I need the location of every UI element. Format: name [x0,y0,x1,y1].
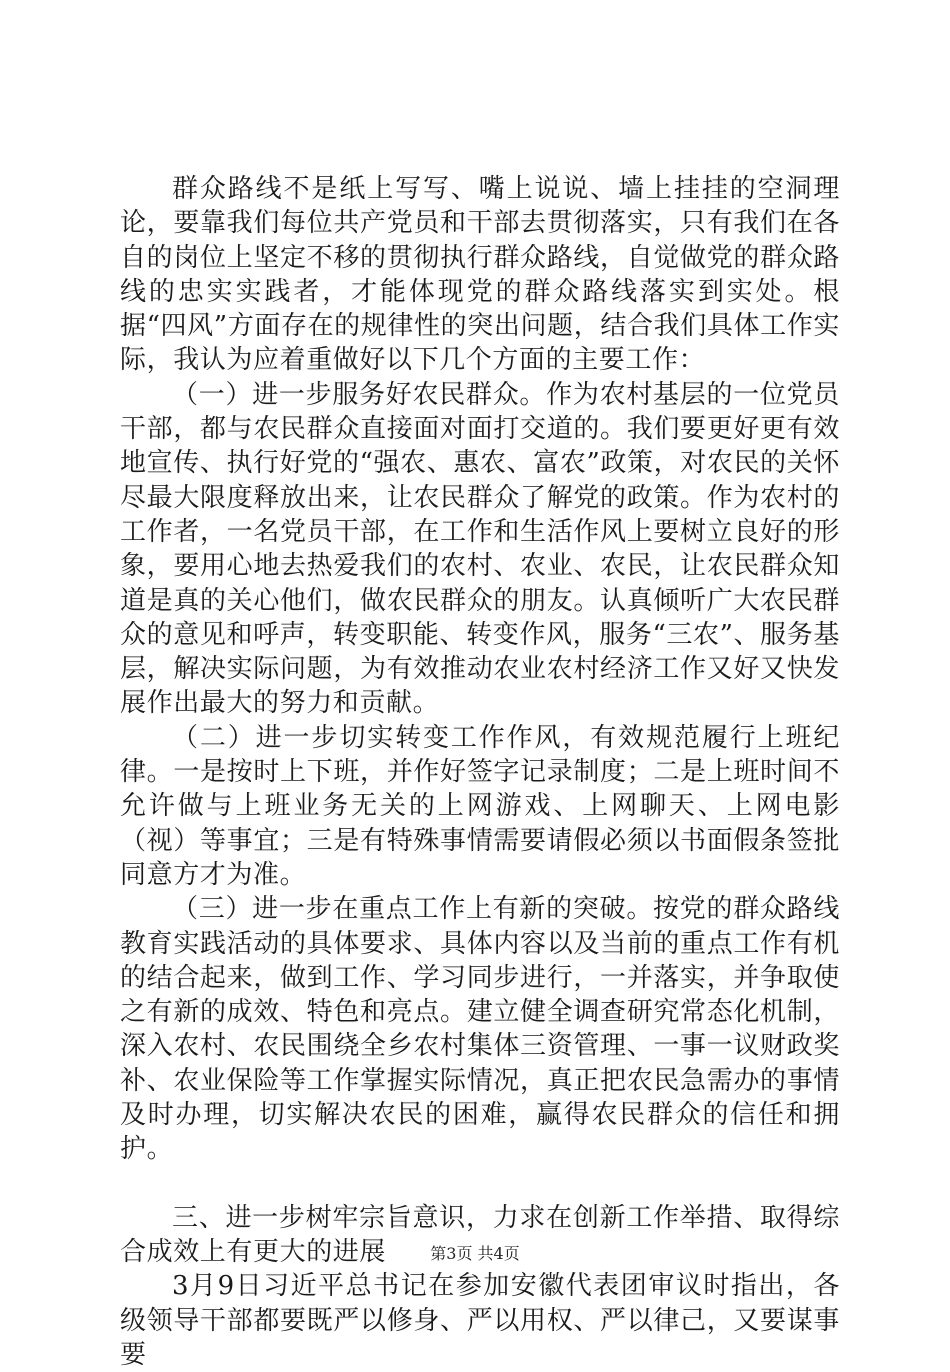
section-heading-3: 三、进一步树牢宗旨意识，力求在创新工作举措、取得综合成效上有更大的进展 [120,1202,840,1267]
paragraph-item-1: （一）进一步服务好农民群众。作为农村基层的一位党员干部，都与农民群众直接面对面打交道的。我们要更好更有效地宣传、执行好党的“强农、惠农、富农”政策，对农民的关怀尽最大限度释放出来，让农民群众了解党的政策。作为农村的工作者，一名党员干部，在工作和生活作风上要树立良好的形象，要用心地去热爱我们的农村、农业、农民，让农民群众知道是真的关心他们，做农民群众的朋友。认真倾听广大农民群众的意见和呼声，转变职能、转变作风，服务“三农”、服务基层，解决实际问题，为有效推动农业农村经济工作又好又快发展作出最大的努力和贡献。 [120,379,840,719]
page-number-footer: 第3页 共4页 [430,1244,520,1263]
paragraph-item-2: （二）进一步切实转变工作作风，有效规范履行上班纪律。一是按时上下班，并作好签字记录制度；二是上班时间不允许做与上班业务无关的上网游戏、上网聊天、上网电影（视）等事宜；三是有特殊事情需要请假必须以书面假条签批同意方才为准。 [120,722,840,890]
paragraph-section-3-start: 3月9日习近平总书记在参加安徽代表团审议时指出，各级领导干部都要既严以修身、严以用权、严以律己，又要谋事要 [120,1271,840,1370]
paragraph-item-3: （三）进一步在重点工作上有新的突破。按党的群众路线教育实践活动的具体要求、具体内容以及当前的重点工作有机的结合起来，做到工作、学习同步进行，一并落实，并争取使之有新的成效、特色和亮点。建立健全调查研究常态化机制，深入农村、农民围绕全乡农村集体三资管理、一事一议财政奖补、农业保险等工作掌握实际情况，真正把农民急需办的事情及时办理，切实解决农民的困难，赢得农民群众的信任和拥护。 [120,894,840,1165]
document-body [120,172,840,1372]
paragraph-intro: 群众路线不是纸上写写、嘴上说说、墙上挂挂的空洞理论，要靠我们每位共产党员和干部去贯彻落实，只有我们在各自的岗位上坚定不移的贯彻执行群众路线，自觉做党的群众路线的忠实实践者，才能体现党的群众路线落实到实处。根据“四风”方面存在的规律性的突出问题，结合我们具体工作实际，我认为应着重做好以下几个方面的主要工作： [120,174,840,376]
